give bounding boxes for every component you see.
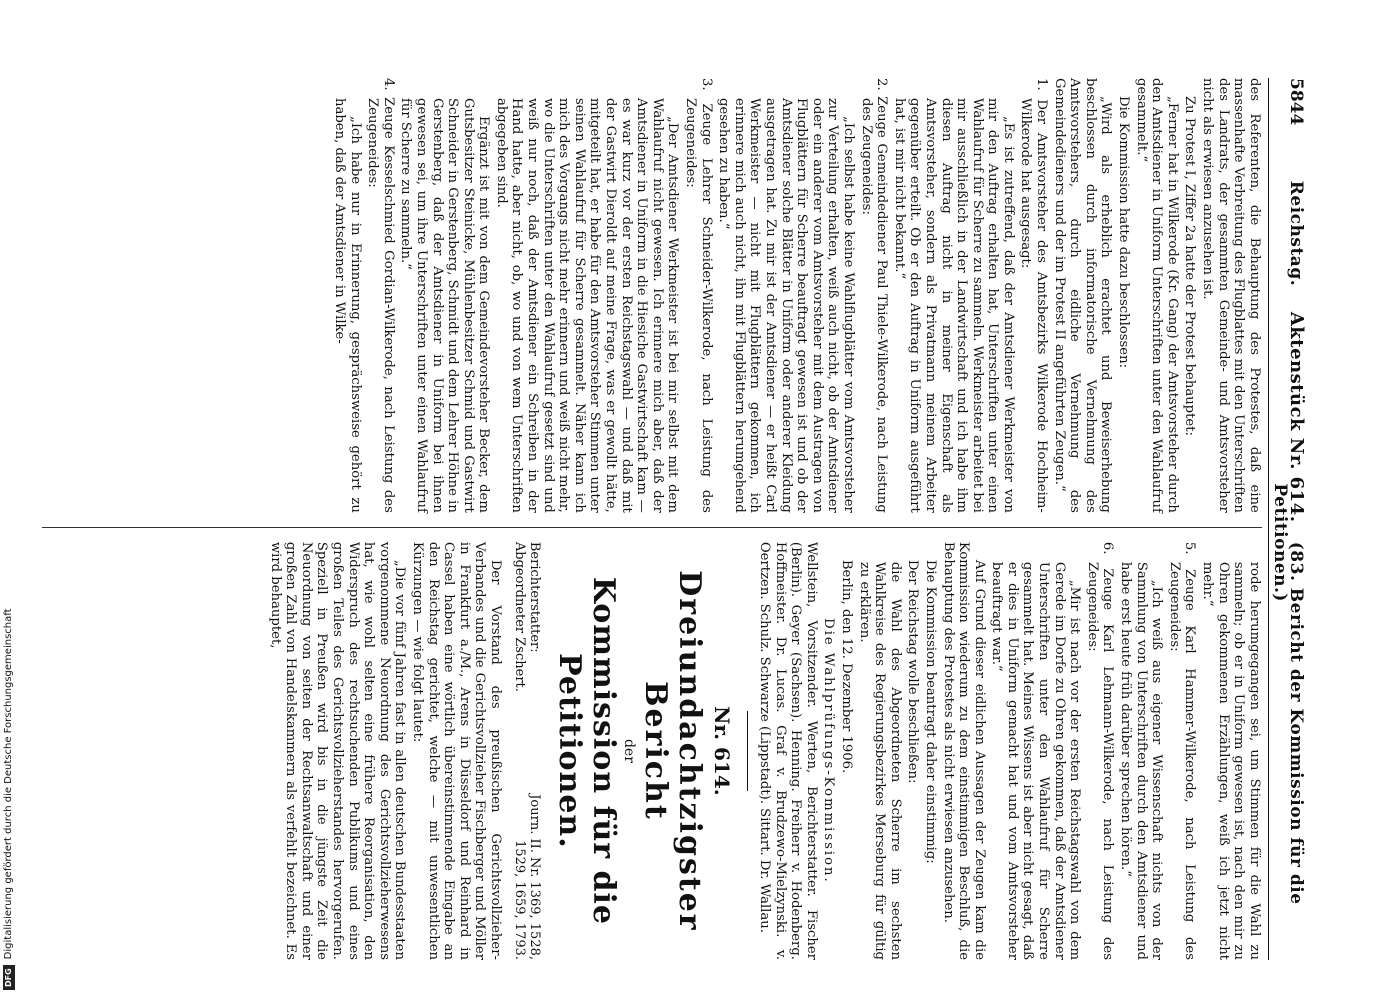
- rotated-document-page: [22, 0, 1322, 1000]
- witness-statement-3b: Ergänzt ist mit von dem Gemeindevorsteher Becker, dem Gutsbesitzer Steinicke, Mühlenbesitzer Schmid und Gastwirt Schneider in Gerstenberg, Schmidt und dem Lehrer Höhne in Gerstenberg, daß der Amtsdiener in Uniform bei ihnen gewesen sei, um ihre Unterschriften unter einen Wahlaufruf für Scherre zu sammeln.“: [398, 98, 492, 513]
- witness-item-6: 6. Zeuge Karl Lehmann-Wilkerode, nach Leistung des Zeugeneides:: [1084, 541, 1116, 960]
- report-metadata: [511, 542, 542, 960]
- witness-statement-5: „Ich weiß aus eigener Wissenschaft nichts von der Sammlung von Unterschriften durch den Amtsdiener und habe erst heute früh darüber sprechen hören.“: [1118, 561, 1165, 960]
- paragraph: Die Kommission hatte dazu beschlossen:: [1116, 96, 1132, 369]
- committee-members: Wellstein, Vorsitzender. Werten, Berichterstatter. Fischer (Berlin). Geyer (Sachsen). Henning. Freiherr v. Hodenberg. Hoffmeister. Dr. Lucas. Graf v. Brudzewo-Mielzynski. v. Oertzen. Schulz. Schwarze (Lippstadt). Sittart. Dr. Wallau.: [757, 541, 819, 960]
- rapporteur-block: [511, 542, 542, 692]
- quote: „Ferner hat in Wilkerode (Kr. Gang) der Amtsvorsteher durch den Amtsdiener in Uniform Unterschriften unter den Wahlaufruf gesammelt.“: [1133, 78, 1180, 513]
- report-title: (83. Bericht der Kommission für die Petitionen.): [1270, 483, 1306, 905]
- dfg-logo: DFG: [3, 965, 15, 990]
- petition-quote: „Die vor fünf Jahren fast in allen deutschen Bundesstaaten vorgenommene Neuordnung des Gerichtsvollzieherwesens hat, wie wohl selten eine frühere Reorganisation, den Widerspruch des rechtsuchenden Publikums und eines großen Teiles des Gerichtsvollzieherstandes hervorgerufen. Speziell in Preußen wird bis in die jüngste Zeit die Neuordnung von seiten der Rechtsanwaltschaft und einer großen Zahl von Handelskammern als verfehlt bezeichnet. Es wird behauptet,: [267, 541, 408, 960]
- divider: [747, 711, 748, 791]
- paragraph: Auf Grund dieser eidlichen Aussagen der Zeugen kam die Kommission wiederum zu dem einstimmigen Beschluß, die Behauptung des Protestes als nicht erwiesen anzusehen.: [940, 541, 987, 960]
- document-number: Aktenstück Nr. 614.: [1286, 311, 1307, 523]
- witness-statement-4: „Ich habe nur in Erinnerung, gesprächsweise gehört zu haben, daß der Amtsdiener in Wilke-: [331, 98, 363, 513]
- rapporteur-label: Berichterstatter:: [527, 541, 543, 653]
- paragraph: Der Vorstand des preußischen Gerichtsvollzieher-Verbandes und die Gerichtsvollzieher Fischberger und Möller in Frankfurt a./M., Arens in Düsseldorf und Reinhard in Cassel haben eine wörtlich übereinstimmende Eingabe an den Reichstag gerichtet, welche — mit unwesentlichen Kürzungen — wie folgt lautet:: [410, 541, 504, 960]
- page-header: [1268, 78, 1307, 960]
- witness-statement-3: „Der Amtsdiener Werkmeister ist bei mir selbst mit dem Wahlaufruf nicht gewesen. Ich erinnere mich aber, daß der Amtsdiener in Uniform in die Hiesiche Gastwirtschaft kam — es war kurz vor der ersten Reichstagswahl — und daß mit der Gastwirt Dieroldt auf meine Frage, was er gewollt hätte, mitgeteilt hat, er habe für den Amtsvorsteher Stimmen unter seinen Wahlaufruf für Scherre gesammelt. Näher kann ich mich des Vorgangs nicht mehr erinnern und weiß nicht mehr, wo die Unterschriften unter den Wahlaufruf gesetzt sind und weiß nur noch, daß der Amtsdiener ein Schreiben in der Hand hatte, aber nicht, ob, wo und von wem Unterschriften abgegeben sind.: [493, 98, 681, 513]
- witness-item-1: 1. Der Amtsvorsteher des Amtsbezirks Wilkerode Hochheim-Wilkerode hat ausgesagt:: [1018, 78, 1050, 513]
- section-title-commission: Kommission für die Petitionen.: [552, 576, 622, 926]
- credit-text: Digitalisierung gefördert durch die Deutsche Forschungsgemeinschaft: [3, 608, 14, 960]
- right-column: [42, 527, 1262, 960]
- digitization-credit: [2, 0, 16, 1000]
- section-title: Dreiundachtzigster Bericht: [637, 570, 707, 932]
- witness-statement-2: „Ich selbst habe keine Wahlflugblätter vom Amtsvorsteher zur Verteilung erhalten, weiß auch nicht, ob der Amtsdiener oder ein anderer vom Amtsvorsteher mit dem Austragen von Flugblättern für Scherre beauftragt gewesen ist und ob der Amtsdiener solche Blätter in Uniform oder anderer Kleidung ausgetragen hat. Zu mir ist der Amtsdiener — er heißt Carl Werkmeister — nicht mit Flugblättern gekommen, ich erinnere mich auch nicht, ihn mit Flugblättern herumgehend gesehen zu haben.“: [716, 98, 856, 513]
- witness-item-4: 4. Zeuge Kesselschmied Gordian-Wilkerode, nach Leistung des Zeugeneides:: [365, 78, 396, 513]
- quote: „Wird als erheblich erachtet und Beweiserhebung beschlossen durch informatorische Vernehmung des Amtsvorstehers, durch eidliche Vernehmung des Gemeindedieners und der im Protest II angeführten Zeugen.“: [1051, 78, 1114, 513]
- paragraph: Die Kommission beantragt daher einstimmig:: [922, 559, 938, 864]
- journal-ref-1: Journ. II. Nr. 1369, 1528,: [527, 794, 543, 960]
- witness-item-3: 3. Zeuge Lehrer Schneider-Wilkerode, nach Leistung des Zeugeneides:: [683, 78, 714, 513]
- paragraph: Zu Protest I, Ziffer 2a hatte der Protest behauptet:: [1182, 96, 1198, 436]
- two-column-body: [42, 78, 1262, 960]
- left-column: [42, 78, 1262, 527]
- journal-ref-block: [511, 794, 542, 960]
- witness-item-5: 5. Zeuge Karl Hammer-Wilkerode, nach Leistung des Zeugeneides:: [1166, 541, 1198, 960]
- paragraph: rode herumgegangen sei, um Stimmen für die Wahl zu sammeln; ob er in Uniform gewesen ist, nach den mir zu Ohren gekommenen Erzählungen, weiß ich jetzt nicht mehr.“: [1200, 561, 1262, 960]
- committee-name: Die Wahlprüfungs-Kommission.: [821, 618, 837, 884]
- journal-name: Reichstag.: [1286, 180, 1306, 287]
- page-number: 5844: [1286, 78, 1306, 126]
- paragraph: des Referenten, die Behauptung des Protestes, daß eine massenhafte Verbreitung des Flugblattes mit den Unterschriften des Landrats, der gesammten Gemeinde- und Amtsvorsteher nicht als erwiesen anzusehen ist.: [1200, 78, 1262, 513]
- witness-item-2: 2. Zeuge Gemeindediener Paul Thiele-Wilkerode, nach Leistung des Zeugeneides:: [858, 78, 890, 513]
- witness-statement-6: „Mir ist nach vor der ersten Reichstagswahl von dem Gerede im Dorfe zu Ohren gekommen, daß der Amtsdiener Unterschriften unter den Wahlaufruf für Scherre gesammelt hat. Meines Wissens ist aber nicht gesagt, daß er dies in Uniform gemacht hat und vom Amtsvorsteher beauftragt war.“: [989, 561, 1083, 960]
- paragraph: Der Reichstag wolle beschließen:: [905, 559, 921, 784]
- rapporteur-name: Abgeordneter Zschert.: [511, 541, 527, 692]
- running-title: [1270, 125, 1307, 960]
- witness-statement-1: „Es ist zutreffend, daß der Amtsdiener Werkmeister von mir den Auftrag erhalten hat, Unterschriften unter einen Wahlaufruf für Scherre zu sammeln. Werkmeister arbeitet bei mir ausschließlich in der Landwirtschaft und ich habe ihm diesen Auftrag nicht in meiner Eigenschaft als Amtsvorsteher, sondern als Privatmann meinem Arbeiter gegenüber erteilt. Ob er den Auftrag in Uniform ausgeführt hat, ist mir nicht bekannt.“: [891, 98, 1016, 513]
- section-number: Nr. 614.: [710, 706, 735, 796]
- date-line: Berlin, den 12. Dezember 1906.: [838, 559, 854, 774]
- journal-ref-2: 1529, 1659, 1793.: [511, 840, 527, 960]
- section-subtitle-der: der: [620, 738, 637, 763]
- motion-text: die Wahl des Abgeordneten Scherre im sechsten Wahlkreise des Regierungsbezirkes Merseburg für gültig zu erklären.: [856, 561, 903, 960]
